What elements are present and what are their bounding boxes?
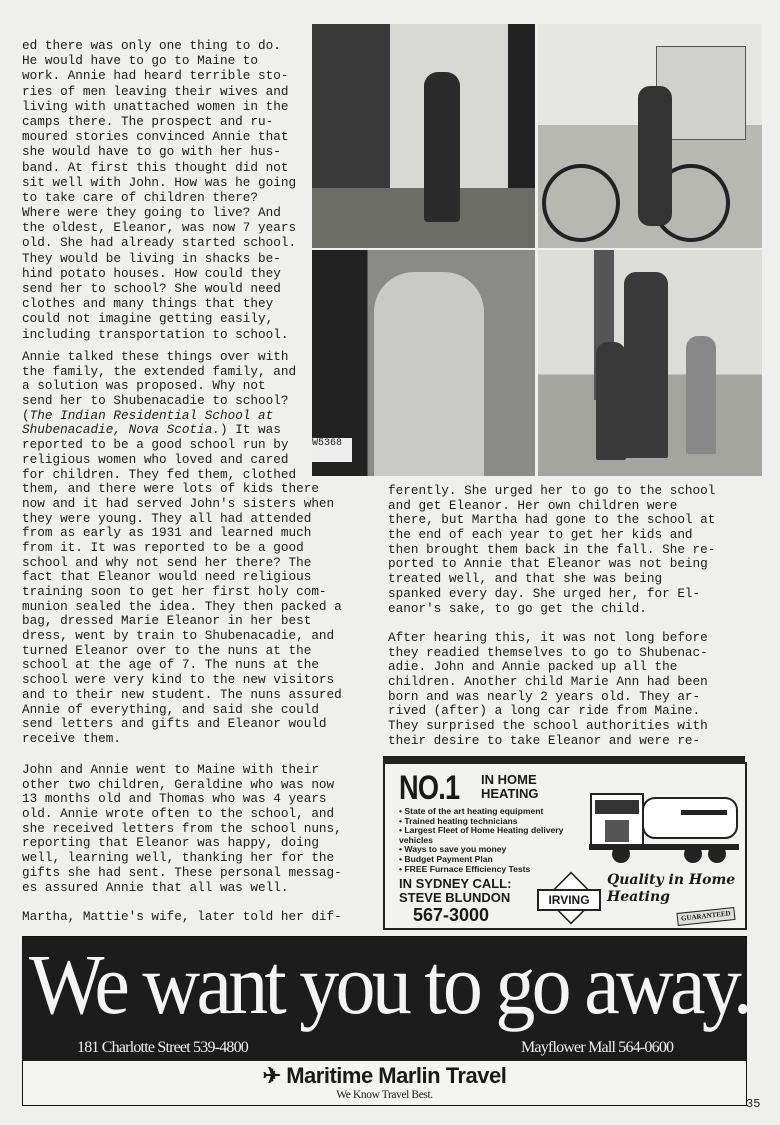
text-line: school and why not send her there? The (22, 554, 312, 570)
ad-bullet: • Ways to save you money (399, 845, 569, 855)
text-line: dress, went by train to Shubenacadie, and (22, 628, 335, 644)
ad-bullet: • Trained heating technicians (399, 817, 569, 827)
text-line: the oldest, Eleanor, was now 7 years (22, 220, 297, 236)
ad-slogan: Quality in Home Heating (607, 872, 736, 905)
license-plate: W5368 (312, 438, 352, 462)
text-line: ported to Annie that Eleanor was not being (388, 556, 708, 572)
text-line: send letters and gifts and Eleanor would (22, 716, 327, 732)
text-line: hind potato houses. How could they (22, 265, 281, 281)
text-line: ed there was only one thing to do. (22, 38, 281, 53)
address-charlotte-street: 181 Charlotte Street 539-4800 (77, 1039, 248, 1056)
ad-headline-sub: IN HOME HEATING (481, 772, 539, 801)
text-line: and to their new student. The nuns assured (22, 686, 342, 702)
text-line: fact that Eleanor would need religious (22, 569, 312, 585)
article-column-top (22, 38, 296, 342)
text-line: a solution was proposed. Why not (22, 378, 266, 394)
text-line: work. Annie had heard terrible sto- (22, 68, 289, 84)
text-line: bag, dressed Marie Eleanor in her best (22, 613, 312, 629)
text-line: they were young. They all had attended (22, 510, 312, 526)
photo-girl-with-doll-carriage (312, 24, 535, 248)
text-line: rived (after) a long car ride from Maine. (388, 703, 701, 719)
text-line: including transportation to school. (22, 326, 289, 342)
text-line: Where were they going to live? And (22, 205, 281, 221)
text-line: ries of men leaving their wives and (22, 83, 289, 99)
text-line: old. Annie wrote often to the school, and (22, 806, 335, 822)
text-line: born and was nearly 2 years old. They ar- (388, 688, 701, 704)
ad-bullet: • FREE Furnace Efficiency Tests (399, 865, 569, 875)
text-line: for children. They fed them, clothed (22, 466, 297, 482)
text-line: es assured Annie that all was well. (22, 879, 289, 895)
guaranteed-stamp: GUARANTEED (676, 907, 735, 926)
ad-bullet-list (399, 807, 569, 874)
text-line: she would have to go with her hus- (22, 144, 281, 160)
ad-contact: IN SYDNEY CALL: STEVE BLUNDON (399, 876, 512, 905)
text-line: Annie of everything, and said she could (22, 701, 319, 717)
ad-bullet: • Budget Payment Plan (399, 855, 569, 865)
text-line: ferently. She urged her to go to the school (388, 483, 716, 498)
text-line: well, learning well, thanking her for the (22, 850, 335, 866)
text-line: then brought them back in the fall. She re- (388, 541, 716, 557)
text-line: the end of each year to get her kids and (388, 527, 693, 543)
text-line: send her to school? She would need (22, 281, 281, 296)
text-line: turned Eleanor over to the nuns at the (22, 642, 312, 658)
text-line: training soon to get her first holy com- (22, 584, 327, 599)
article-paragraph-maine (22, 763, 342, 925)
text-line: clothes and many things that they (22, 296, 274, 312)
text-line: They would be living in shacks be- (22, 250, 281, 266)
text-line: sit well with John. How was he going (22, 174, 297, 190)
text-line: other two children, Geraldine who was now (22, 776, 335, 792)
article-column-right (388, 484, 715, 748)
irving-heating-ad (383, 762, 747, 930)
text-line: reported to be a good school run by (22, 437, 289, 453)
text-line: reporting that Eleanor was happy, doing (22, 835, 319, 851)
travel-brand-logo: ✈ Maritime Marlin Travel (262, 1063, 507, 1088)
text-line: camps there. The prospect and ru- (22, 113, 274, 129)
text-line: could not imagine getting easily, (22, 311, 274, 327)
photo-man-by-truck (312, 250, 535, 476)
text-line: treated well, and that she was being (388, 571, 663, 587)
text-line: receive them. (22, 730, 121, 746)
text-line: they readied themselves to go to Shubenac- (388, 644, 708, 660)
oil-truck-illustration (581, 776, 741, 866)
text-line: They surprised the school authorities with (388, 718, 708, 733)
ad-phone: 567-3000 (413, 905, 490, 925)
text-line: spanked every day. She urged her, for El- (388, 585, 701, 601)
ad-headline: NO.1 (399, 769, 460, 807)
text-line: Annie talked these things over with (22, 349, 289, 364)
text-line: their desire to take Eleanor and were re- (388, 732, 701, 748)
text-line: the family, the extended family, and (22, 363, 297, 379)
text-line: send her to Shubenacadie to school? (22, 393, 289, 409)
text-line: school were very kind to the new visitors (22, 672, 335, 688)
ad-bullet: • Largest Fleet of Home Heating delivery vehicles (399, 826, 569, 845)
text-line: living with unattached women in the (22, 98, 289, 114)
text-line: He would have to go to Maine to (22, 53, 259, 69)
text-line (22, 895, 342, 910)
article-paragraph-residential-school (22, 350, 342, 747)
text-line: to take care of children there? (22, 189, 259, 205)
text-line: them, and there were lots of kids there (22, 481, 319, 497)
text-line: children. Another child Marie Ann had been (388, 673, 708, 689)
ad-bullet: • State of the art heating equipment (399, 807, 569, 817)
text-line: band. At first this thought did not (22, 159, 289, 175)
address-mayflower-mall: Mayflower Mall 564-0600 (521, 1039, 674, 1056)
page-number: 35 (746, 1097, 761, 1111)
text-line: school at the age of 7. The nuns at the (22, 657, 319, 673)
text-line: from as early as 1931 and learned much (22, 525, 312, 541)
travel-tagline: We Know Travel Best. (336, 1089, 433, 1101)
text-line: adie. John and Annie packed up all the (388, 659, 678, 675)
text-line: from it. It was reported to be a good (22, 539, 304, 555)
photo-man-with-two-girls (538, 250, 762, 476)
text-line: (The Indian Residential School at (22, 407, 274, 423)
text-line: moured stories convinced Annie that (22, 129, 289, 145)
text-line: now and it had served John's sisters when (22, 495, 335, 511)
ad-dark-panel (23, 936, 750, 1061)
text-line: 13 months old and Thomas who was 4 years (22, 791, 327, 807)
text-line: munion sealed the idea. They then packed a (22, 598, 342, 614)
ad-headline: We want you to go away. (29, 936, 750, 1032)
text-line: there, but Martha had gone to the school at (388, 512, 716, 528)
irving-logo: IRVING (537, 874, 601, 924)
text-line: John and Annie went to Maine with their (22, 762, 319, 777)
text-line: gifts she had sent. These personal messag- (22, 864, 342, 880)
marlin-globe-icon: ✈ (262, 1063, 287, 1088)
photo-man-with-bicycle (538, 24, 762, 248)
maritime-marlin-travel-ad (22, 936, 750, 1106)
text-line: After hearing this, it was not long before (388, 629, 708, 645)
text-line: religious women who loved and cared (22, 451, 289, 467)
text-line: old. She had already started school. (22, 235, 297, 251)
text-line: Shubenacadie, Nova Scotia.) It was (22, 422, 281, 438)
text-line: eanor's sake, to go get the child. (388, 600, 647, 616)
text-line (388, 616, 715, 631)
text-line: Martha, Mattie's wife, later told her dif- (22, 908, 342, 924)
text-line: and get Eleanor. Her own children were (388, 497, 678, 513)
text-line: she received letters from the school nuns, (22, 820, 342, 836)
